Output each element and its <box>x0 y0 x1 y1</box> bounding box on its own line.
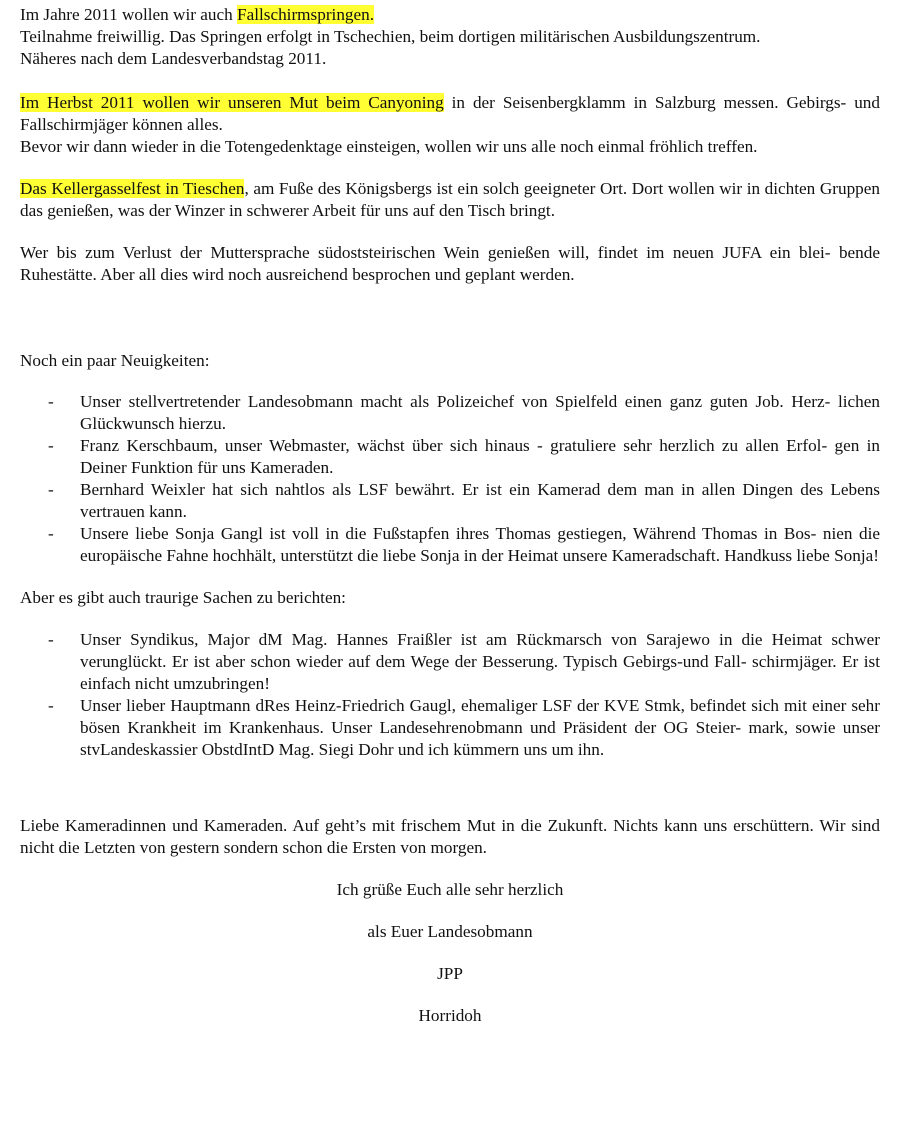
list-item: - Unsere liebe Sonja Gangl ist voll in die Fußstapfen ihres Thomas gestiegen, Während Thomas in Bos- nien die europäische Fahne hochhält, unterstützt die liebe Sonja in der Heimat unsere Kameradschaft. Handkuss liebe Sonja! <box>48 524 880 565</box>
highlight-skydiving: Fallschirmspringen. <box>237 5 375 24</box>
paragraph-canyoning <box>20 92 880 158</box>
text: Im Jahre 2011 wollen wir auch <box>20 5 238 24</box>
bullet-dash: - <box>48 630 54 649</box>
text: Näheres nach dem Landesverbandstag 2011. <box>20 49 327 68</box>
list-item: - Unser Syndikus, Major dM Mag. Hannes Fraißler ist am Rückmarsch von Sarajewo in die Heimat schwer verunglückt. Er ist aber schon wieder auf dem Wege der Besserung. Typisch Gebirgs-und Fall- schirmjäger. Er ist einfach nicht umzubringen! <box>48 630 880 693</box>
text: in der Seisenbergklamm in Salzburg messen. Gebirgs- und Fallschirmjäger können alles. <box>20 93 880 134</box>
closing-paragraph: Liebe Kameradinnen und Kameraden. Auf geht’s mit frischem Mut in die Zukunft. Nichts kann uns erschüttern. Wir sind nicht die Letzten von gestern sondern schon die Ersten von morgen. <box>20 816 880 857</box>
list-item: - Unser stellvertretender Landesobmann macht als Polizeichef von Spielfeld einen ganz guten Job. Herz- lichen Glückwunsch hierzu. <box>48 392 880 433</box>
bullet-dash: - <box>48 480 54 499</box>
list-item: - Franz Kerschbaum, unser Webmaster, wächst über sich hinaus - gratuliere sehr herzlich zu allen Erfol- gen in Deiner Funktion für uns Kameraden. <box>48 436 880 477</box>
news-list <box>20 391 880 567</box>
role-line: als Euer Landesobmann <box>367 922 533 941</box>
list-item: - Unser lieber Hauptmann dRes Heinz-Friedrich Gaugl, ehemaliger LSF der KVE Stmk, befindet sich mit einer sehr bösen Krankheit im Krankenhaus. Unser Landesehrenobmann und Präsident der OG Steier- mark, sowie unser stvLandeskassier ObstdIntD Mag. Siegi Dohr und ich kümmern uns um ihn. <box>48 696 880 759</box>
document-page <box>0 4 900 1027</box>
paragraph-jufa: Wer bis zum Verlust der Muttersprache südoststeirischen Wein genießen will, findet im neuen JUFA ein blei- bende Ruhestätte. Aber all dies wird noch ausreichend besprochen und geplant werden. <box>20 243 880 284</box>
list-item: - Bernhard Weixler hat sich nahtlos als LSF bewährt. Er ist ein Kamerad dem man in allen Dingen des Lebens vertrauen kann. <box>48 480 880 521</box>
news-heading: Noch ein paar Neuigkeiten: <box>20 351 210 370</box>
greeting-line: Ich grüße Euch alle sehr herzlich <box>336 880 564 899</box>
highlight-canyoning: Im Herbst 2011 wollen wir unseren Mut beim Canyoning <box>20 93 444 112</box>
highlight-kellergasse: Das Kellergasselfest in Tieschen <box>20 179 245 198</box>
paragraph-skydiving <box>20 4 880 70</box>
initials-line: JPP <box>437 964 463 983</box>
text: Bevor wir dann wieder in die Totengedenktage einsteigen, wollen wir uns alle noch einmal fröhlich treffen. <box>20 137 758 156</box>
paragraph-kellergasse <box>20 178 880 222</box>
bullet-dash: - <box>48 696 54 715</box>
bullet-dash: - <box>48 524 54 543</box>
farewell-line: Horridoh <box>418 1006 482 1025</box>
bullet-dash: - <box>48 436 54 455</box>
text: Teilnahme freiwillig. Das Springen erfolgt in Tschechien, beim dortigen militärischen Ausbildungszentrum. <box>20 27 761 46</box>
text: , am Fuße des Königsbergs ist ein solch geeigneter Ort. Dort wollen wir in dichten Gruppen das genießen, was der Winzer in schwerer Arbeit für uns auf den Tisch bringt. <box>20 179 880 220</box>
sad-news-heading: Aber es gibt auch traurige Sachen zu berichten: <box>20 588 346 607</box>
bullet-dash: - <box>48 392 54 411</box>
sad-news-list <box>20 629 880 761</box>
